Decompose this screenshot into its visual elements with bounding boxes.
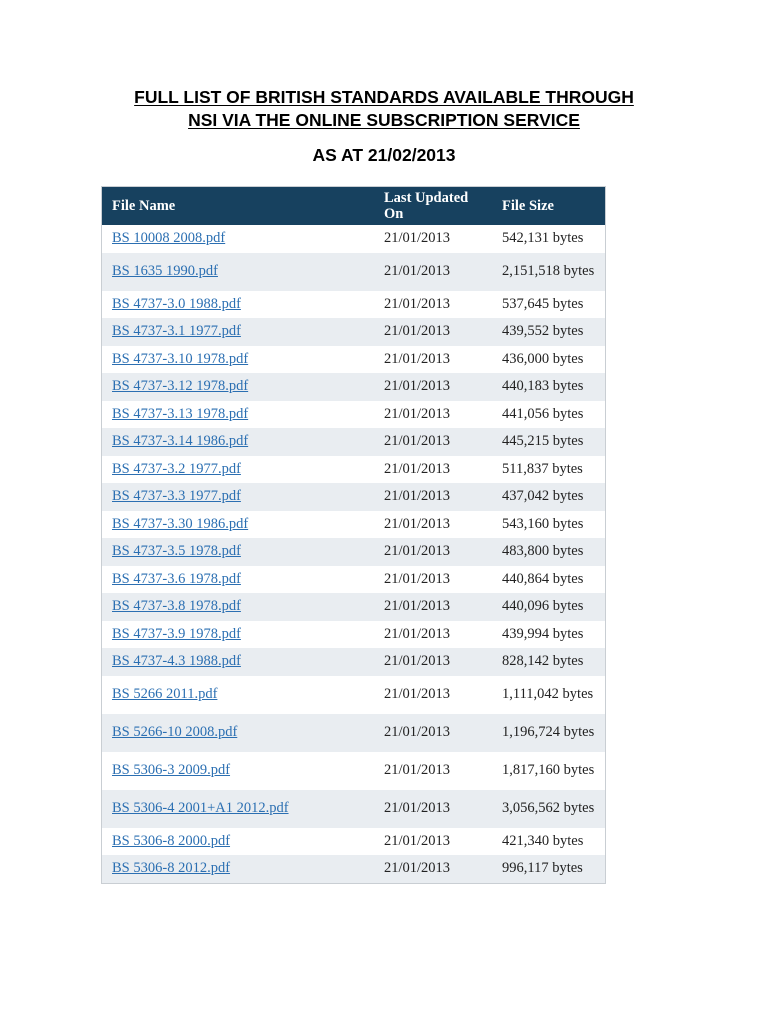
file-size-cell: 3,056,562 bytes <box>502 800 595 816</box>
last-updated-cell: 21/01/2013 <box>384 378 451 395</box>
last-updated-cell: 21/01/2013 <box>384 762 451 778</box>
file-link[interactable]: BS 4737-3.2 1977.pdf <box>112 460 241 477</box>
table-row <box>102 714 605 752</box>
file-link[interactable]: BS 5266-10 2008.pdf <box>112 724 238 740</box>
file-link[interactable]: BS 4737-3.13 1978.pdf <box>112 405 249 422</box>
file-size-cell: 2,151,518 bytes <box>502 263 595 279</box>
table-header <box>102 187 605 225</box>
file-size-cell: 439,994 bytes <box>502 625 584 642</box>
last-updated-cell: 21/01/2013 <box>384 724 451 740</box>
file-size-cell: 445,215 bytes <box>502 433 584 450</box>
file-link[interactable]: BS 1635 1990.pdf <box>112 263 218 279</box>
file-name-cell <box>102 296 372 313</box>
table-row <box>102 346 605 374</box>
file-name-cell <box>102 686 372 703</box>
file-name-cell <box>102 230 372 247</box>
last-updated-cell: 21/01/2013 <box>384 832 451 849</box>
last-updated-cell: 21/01/2013 <box>384 515 451 532</box>
table-row <box>102 855 605 883</box>
file-size-cell: 436,000 bytes <box>502 350 584 367</box>
file-name-cell <box>102 516 372 533</box>
file-name-cell <box>102 323 372 340</box>
file-size-cell: 1,817,160 bytes <box>502 762 595 778</box>
file-name-cell <box>102 653 372 670</box>
file-name-cell <box>102 488 372 505</box>
file-link[interactable]: BS 4737-3.3 1977.pdf <box>112 488 241 505</box>
last-updated-cell: 21/01/2013 <box>384 653 451 670</box>
file-name-cell <box>102 433 372 450</box>
last-updated-cell: 21/01/2013 <box>384 570 451 587</box>
table-row <box>102 483 605 511</box>
file-link[interactable]: BS 5306-3 2009.pdf <box>112 762 231 778</box>
last-updated-cell: 21/01/2013 <box>384 625 451 642</box>
file-link[interactable]: BS 4737-3.6 1978.pdf <box>112 570 241 587</box>
last-updated-cell: 21/01/2013 <box>384 598 451 615</box>
file-size-cell: 440,183 bytes <box>502 378 584 395</box>
header-last-updated: Last Updated On <box>384 190 469 222</box>
table-row <box>102 752 605 790</box>
file-name-cell <box>102 762 372 779</box>
last-updated-cell: 21/01/2013 <box>384 350 451 367</box>
table-row <box>102 253 605 291</box>
table-row <box>102 648 605 676</box>
table-row <box>102 511 605 539</box>
file-size-cell: 440,096 bytes <box>502 598 584 615</box>
last-updated-cell: 21/01/2013 <box>384 230 451 247</box>
last-updated-cell: 21/01/2013 <box>384 460 451 477</box>
file-link[interactable]: BS 4737-3.0 1988.pdf <box>112 295 241 312</box>
last-updated-cell: 21/01/2013 <box>384 263 451 279</box>
file-size-cell: 421,340 bytes <box>502 832 584 849</box>
table-row <box>102 401 605 429</box>
file-name-cell <box>102 571 372 588</box>
file-link[interactable]: BS 10008 2008.pdf <box>112 230 226 247</box>
file-size-cell: 439,552 bytes <box>502 323 584 340</box>
last-updated-cell: 21/01/2013 <box>384 800 451 816</box>
table-row <box>102 225 605 253</box>
last-updated-cell: 21/01/2013 <box>384 433 451 450</box>
file-link[interactable]: BS 4737-3.5 1978.pdf <box>112 543 241 560</box>
file-name-cell <box>102 800 372 817</box>
file-size-cell: 537,645 bytes <box>502 295 584 312</box>
table-row <box>102 318 605 346</box>
standards-table <box>101 186 606 884</box>
file-size-cell: 437,042 bytes <box>502 488 584 505</box>
header-file-name: File Name <box>112 197 176 214</box>
table-row <box>102 428 605 456</box>
file-size-cell: 511,837 bytes <box>502 460 583 477</box>
file-size-cell: 543,160 bytes <box>502 515 584 532</box>
file-link[interactable]: BS 4737-3.9 1978.pdf <box>112 625 241 642</box>
table-row <box>102 790 605 828</box>
file-size-cell: 483,800 bytes <box>502 543 584 560</box>
last-updated-cell: 21/01/2013 <box>384 543 451 560</box>
last-updated-cell: 21/01/2013 <box>384 860 451 877</box>
file-link[interactable]: BS 5306-8 2012.pdf <box>112 860 231 877</box>
file-size-cell: 828,142 bytes <box>502 653 584 670</box>
last-updated-cell: 21/01/2013 <box>384 405 451 422</box>
file-link[interactable]: BS 4737-3.10 1978.pdf <box>112 350 249 367</box>
file-size-cell: 441,056 bytes <box>502 405 584 422</box>
file-size-cell: 440,864 bytes <box>502 570 584 587</box>
table-row <box>102 456 605 484</box>
file-name-cell <box>102 724 372 741</box>
table-row <box>102 373 605 401</box>
header-file-size: File Size <box>502 197 554 214</box>
last-updated-cell: 21/01/2013 <box>384 686 451 702</box>
file-name-cell <box>102 598 372 615</box>
table-row <box>102 566 605 594</box>
file-link[interactable]: BS 4737-4.3 1988.pdf <box>112 653 241 670</box>
file-link[interactable]: BS 4737-3.8 1978.pdf <box>112 598 241 615</box>
file-size-cell: 1,196,724 bytes <box>502 724 595 740</box>
file-link[interactable]: BS 4737-3.14 1986.pdf <box>112 433 249 450</box>
file-name-cell <box>102 626 372 643</box>
file-size-cell: 542,131 bytes <box>502 230 584 247</box>
file-link[interactable]: BS 4737-3.30 1986.pdf <box>112 515 249 532</box>
file-link[interactable]: BS 4737-3.1 1977.pdf <box>112 323 241 340</box>
table-row <box>102 593 605 621</box>
table-row <box>102 291 605 319</box>
file-name-cell <box>102 543 372 560</box>
file-size-cell: 1,111,042 bytes <box>502 686 594 702</box>
last-updated-cell: 21/01/2013 <box>384 488 451 505</box>
file-size-cell: 996,117 bytes <box>502 860 583 877</box>
file-link[interactable]: BS 5306-4 2001+A1 2012.pdf <box>112 800 289 816</box>
title-line-2: NSI VIA THE ONLINE SUBSCRIPTION SERVICE <box>188 110 580 130</box>
document-title <box>0 86 768 132</box>
file-name-cell <box>102 461 372 478</box>
file-link[interactable]: BS 5306-8 2000.pdf <box>112 832 231 849</box>
as-at-date: AS AT 21/02/2013 <box>312 145 456 165</box>
file-name-cell <box>102 378 372 395</box>
table-row <box>102 828 605 856</box>
table-row <box>102 621 605 649</box>
last-updated-cell: 21/01/2013 <box>384 323 451 340</box>
file-name-cell <box>102 263 372 280</box>
file-link[interactable]: BS 4737-3.12 1978.pdf <box>112 378 249 395</box>
file-name-cell <box>102 833 372 850</box>
table-row <box>102 538 605 566</box>
file-name-cell <box>102 351 372 368</box>
file-name-cell <box>102 406 372 423</box>
file-name-cell <box>102 860 372 877</box>
title-line-1: FULL LIST OF BRITISH STANDARDS AVAILABLE THROUGH <box>134 87 634 107</box>
table-body <box>102 225 605 883</box>
table-row <box>102 676 605 714</box>
file-link[interactable]: BS 5266 2011.pdf <box>112 686 218 702</box>
last-updated-cell: 21/01/2013 <box>384 295 451 312</box>
